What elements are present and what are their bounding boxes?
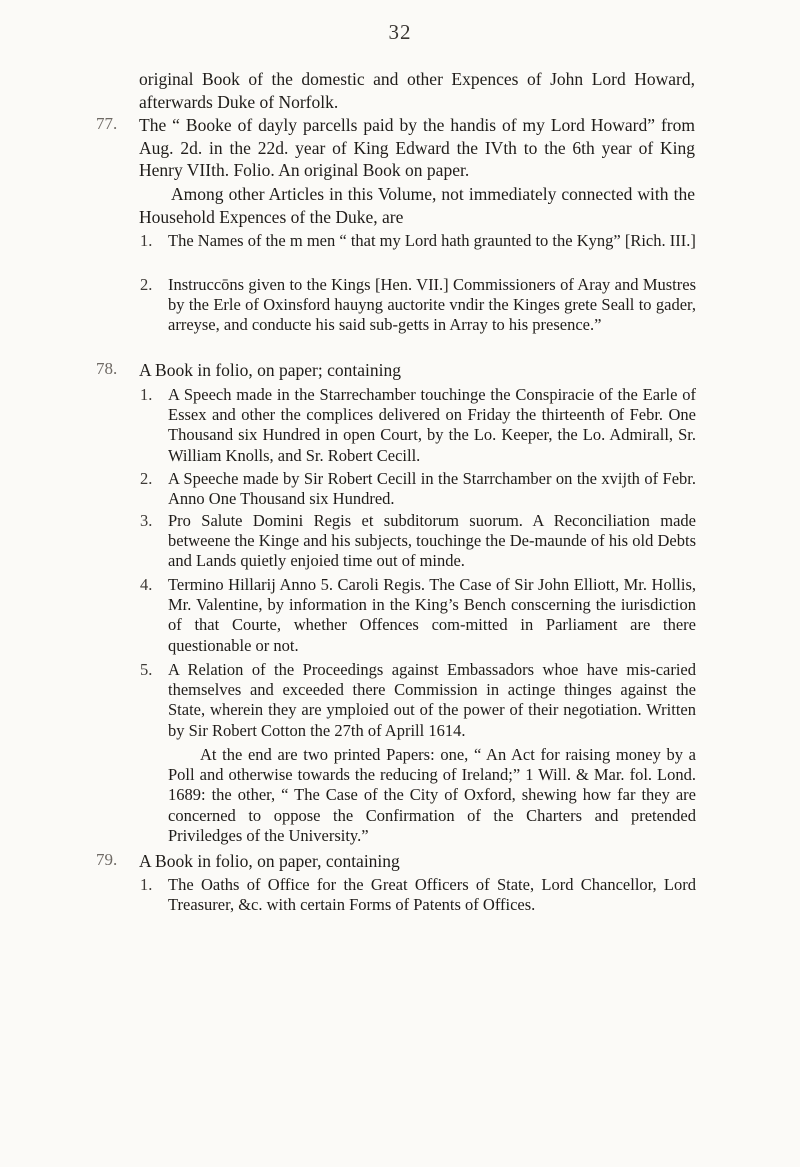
item-text: Instruccōns given to the Kings [Hen. VII.] Commissioners of Aray and Mustres by the Erle of Oxinsford hauyng auctorite vndir the Kinges grete Seall to gader, arreyse, and conducte his said sub-getts in Array to his presence.” [168,275,696,335]
item-number: 5. [140,660,153,679]
entry-number: 78. [96,359,118,378]
item-text: Pro Salute Domini Regis et subditorum suorum. A Reconciliation made betweene the Kinge and his subjects, touchinge the De-maunde of his old Debts and Lands quietly enjoied time out of minde. [168,511,696,571]
item-text: A Speech made in the Starrechamber touchinge the Conspiracie of the Earle of Essex and other the complices delivered on Friday the thirteenth of Febr. One Thousand six Hundred in open Court, by the Lo. Keeper, the Lo. Admirall, Sr. William Knolls, and Sr. Robert Cecill. [168,385,696,465]
item-number: 4. [140,575,153,594]
item-number: 1. [140,385,153,404]
item-number: 1. [140,875,153,894]
item-text: A Relation of the Proceedings against Embassadors whoe have mis-caried themselves and exceeded there Commission in actinge thinges against the State, wherein they are ymploied out of the power of their negotiation. Written by Sir Robert Cotton the 27th of Aprill 1614. [168,660,696,740]
item-number: 2. [140,275,153,294]
entry-note: Among other Articles in this Volume, not immediately connected with the Household Expences of the Duke, are [139,184,695,227]
page-number: 32 [388,20,412,44]
entry-text: A Book in folio, on paper; containing [139,360,401,380]
entry-number: 79. [96,850,118,869]
intro-text: original Book of the domestic and other Expences of John Lord Howard, afterwards Duke of Norfolk. [139,69,695,112]
item-number: 2. [140,469,153,488]
item-text: The Oaths of Office for the Great Officers of State, Lord Chancellor, Lord Treasurer, &c. with certain Forms of Patents of Offices. [168,875,696,915]
item-text: Termino Hillarij Anno 5. Caroli Regis. The Case of Sir John Elliott, Mr. Hollis, Mr. Valentine, by information in the King’s Bench conscerning the iurisdiction of that Courte, whether Offences com-mitted in Parliament are there questionable or not. [168,575,696,655]
entry-number: 77. [96,114,118,133]
entry-text: The “ Booke of dayly parcells paid by the handis of my Lord Howard” from Aug. 2d. in the 22d. year of King Edward the IVth to the 6th year of King Henry VIIth. Folio. An original Book on paper. [139,115,695,180]
entry-note: At the end are two printed Papers: one, “ An Act for raising money by a Poll and otherwise towards the reducing of Ireland;” 1 Will. & Mar. fol. Lond. 1689: the other, “ The Case of the City of Oxford, shewing how far they are concerned to oppose the Confirmation of the Charters and pretended Priviledges of the University.” [168,745,696,845]
entry-text: A Book in folio, on paper, containing [139,851,400,871]
item-number: 3. [140,511,153,530]
item-text: The Names of the m men “ that my Lord hath graunted to the Kyng” [Rich. III.] [168,231,696,250]
item-text: A Speeche made by Sir Robert Cecill in the Starrchamber on the xvijth of Febr. Anno One Thousand six Hundred. [168,469,696,509]
item-number: 1. [140,231,153,250]
